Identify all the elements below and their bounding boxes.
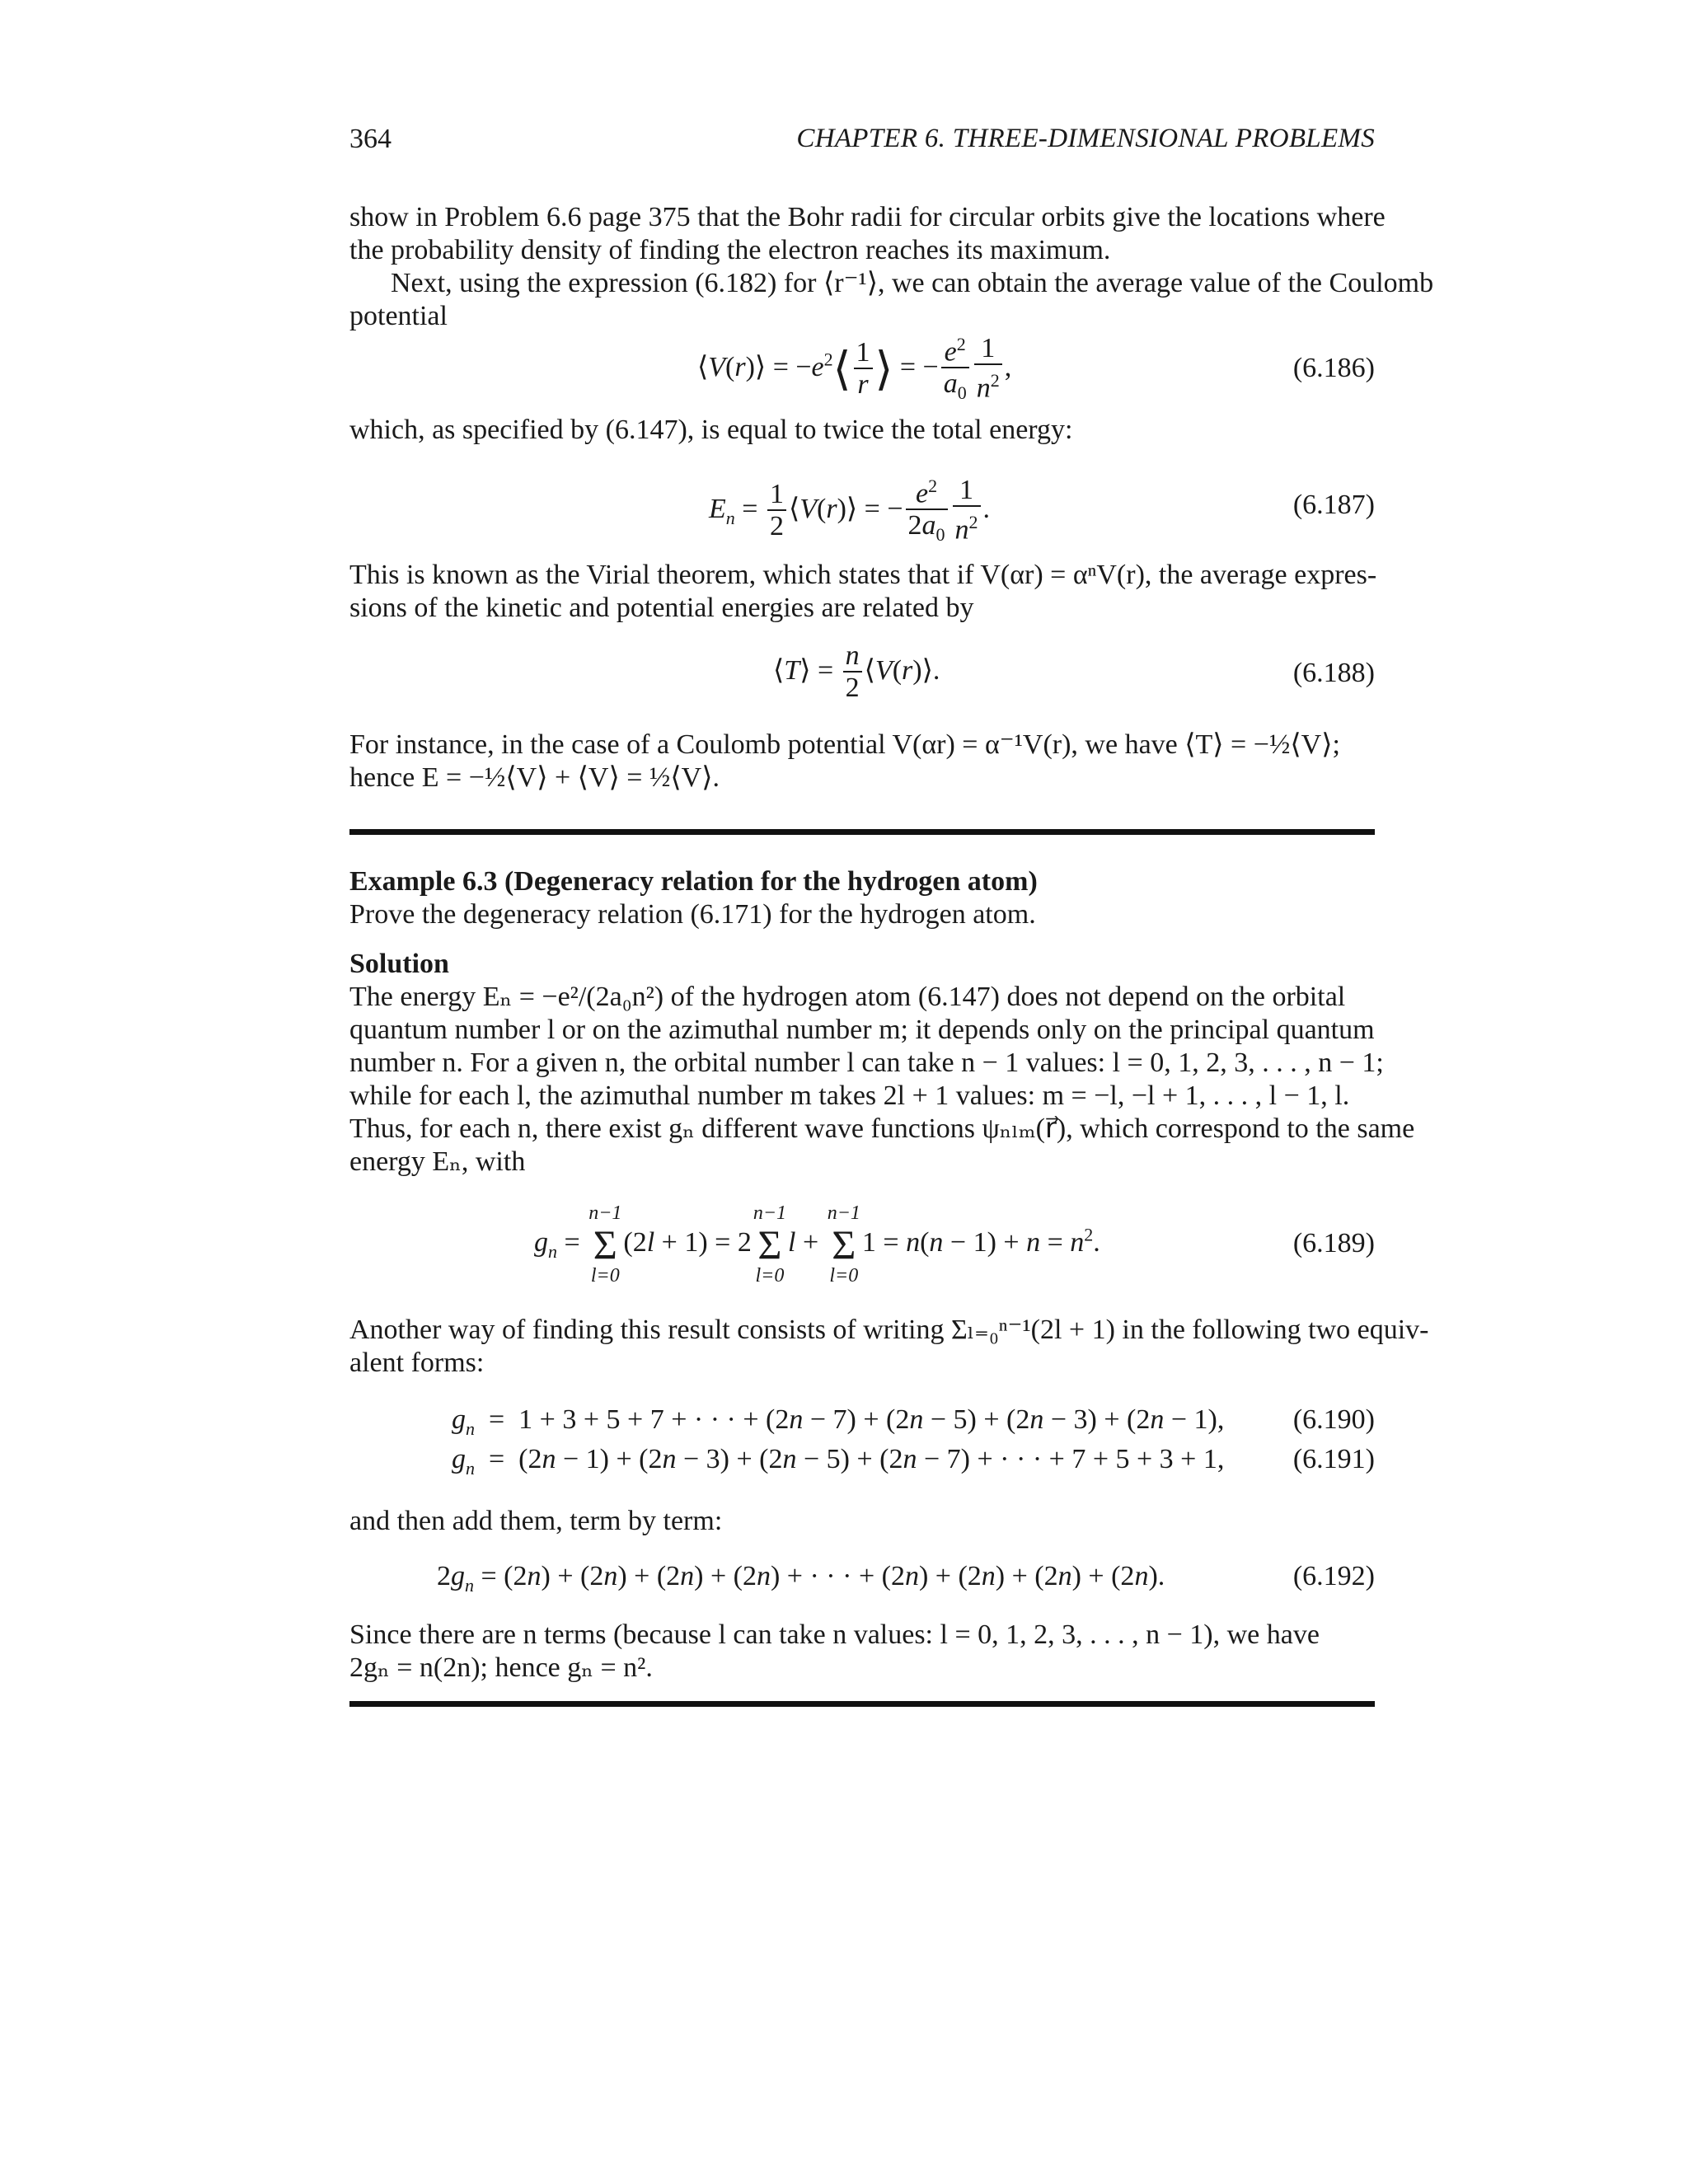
equation-number: (6.189) [1292, 1228, 1375, 1258]
text-line: number n. For a given n, the orbital number l can take n − 1 values: l = 0, 1, 2, 3, . . . , n − 1; [349, 1047, 1384, 1078]
solution-block [349, 948, 1415, 1179]
text-line: The energy Eₙ = −e²/(2a₀n²) of the hydrogen atom (6.147) does not depend on the orbital [349, 982, 1346, 1012]
text-line: sions of the kinetic and potential energies are related by [349, 593, 974, 623]
equation-6-192: $2g_n = (2n) + (2n) + (2n) + (2n)$ + · · · + (2n) + (2n) + (2n) + (2n). [437, 1561, 1165, 1596]
text-line: alent forms: [349, 1347, 485, 1378]
equation-6-186: ⟨V(r)⟩ = $-e^2⟨$ $\frac{1}{r}$ ⟩ = − $\frac{e^2}{a_0}$ $\frac{1}{n^2}$ , [697, 330, 1011, 409]
text-line: quantum number l or on the azimuthal number m; it depends only on the principal quantum [349, 1015, 1375, 1045]
text-line: Next, using the expression (6.182) for ⟨r⁻¹⟩, we can obtain the average value of the Coulomb [391, 268, 1434, 298]
example-statement: Prove the degeneracy relation (6.171) for the hydrogen atom. [349, 899, 1036, 930]
paragraph [349, 414, 1375, 447]
equation-number: (6.192) [1292, 1561, 1375, 1591]
text-line: hence E = −½⟨V⟩ + ⟨V⟩ = ½⟨V⟩. [349, 762, 720, 793]
text-line: 2gₙ = n(2n); hence gₙ = n². [349, 1652, 653, 1683]
text-line: Thus, for each n, there exist gₙ different wave functions ψₙₗₘ(r⃗), which correspond to the same [349, 1113, 1415, 1144]
example-block [349, 865, 1375, 931]
example-title: Example 6.3 (Degeneracy relation for the hydrogen atom) [349, 866, 1038, 897]
paragraph [349, 1314, 1429, 1380]
equation-number: (6.187) [1292, 490, 1375, 520]
text-line: energy Eₙ, with [349, 1146, 526, 1177]
text-line: This is known as the Virial theorem, which states that if V(αr) = αⁿV(r), the average expres- [349, 560, 1377, 590]
intro-paragraph [349, 201, 1434, 333]
section-rule [349, 829, 1375, 835]
text-line: show in Problem 6.6 page 375 that the Bohr radii for circular orbits give the locations where [349, 202, 1386, 232]
section-rule [349, 1701, 1375, 1707]
virial-paragraph [349, 559, 1375, 625]
text-line: which, as specified by (6.147), is equal to twice the total energy: [349, 415, 1073, 445]
solution-heading: Solution [349, 949, 449, 979]
text-line: while for each l, the azimuthal number m takes 2l + 1 values: m = −l, −l + 1, . . . , l − 1, l. [349, 1080, 1350, 1111]
equation-number: (6.191) [1292, 1444, 1375, 1474]
paragraph [349, 1619, 1375, 1685]
page-number: 364 [349, 124, 392, 154]
running-title: CHAPTER 6. THREE-DIMENSIONAL PROBLEMS [796, 124, 1375, 153]
coulomb-paragraph [349, 729, 1375, 794]
equation-6-190: $g_n = 1 + 3 + 5 + 7$ + · · · + (2n − 7) + (2n − 5) + (2n − 3) + (2n − 1), [452, 1404, 1225, 1439]
text-line: Since there are n terms (because l can take n values: l = 0, 1, 2, 3, . . . , n − 1), we have [349, 1619, 1320, 1650]
equation-6-191: $g_n = (2n - 1) + (2n - 3) + (2n - 5) + (2n - 7)$ + · · · + 7 + 5 + 3 + 1, [452, 1444, 1225, 1479]
equation-6-187: $E_n$ = $\frac{1}{2}$ ⟨V(r)⟩ = − $\frac{e^2}{2a_0}$ $\frac{1}{n^2}$ . [709, 471, 990, 551]
equation-6-188: ⟨T⟩ = $\frac{n}{2}$ ⟨V(r)⟩. [773, 640, 940, 703]
equation-6-189: $g_n$ = n−1 Σ l=0 (2l + 1) = 2 n−1 Σ l=0 l + n−1 Σ l=0 $1 = n(n - 1) + n = n^2$. [534, 1202, 1100, 1286]
text-line: and then add them, term by term: [349, 1506, 723, 1536]
paragraph [349, 1505, 1375, 1538]
text-line: Another way of finding this result consists of writing Σₗ₌₀ⁿ⁻¹(2l + 1) in the following two equiv- [349, 1315, 1429, 1345]
equation-number: (6.186) [1292, 353, 1375, 383]
text-line: the probability density of finding the electron reaches its maximum. [349, 235, 1111, 265]
equation-number: (6.188) [1292, 658, 1375, 688]
text-line: For instance, in the case of a Coulomb potential V(αr) = α⁻¹V(r), we have ⟨T⟩ = −½⟨V⟩; [349, 729, 1340, 760]
text-line: potential [349, 301, 448, 331]
equation-number: (6.190) [1292, 1404, 1375, 1435]
